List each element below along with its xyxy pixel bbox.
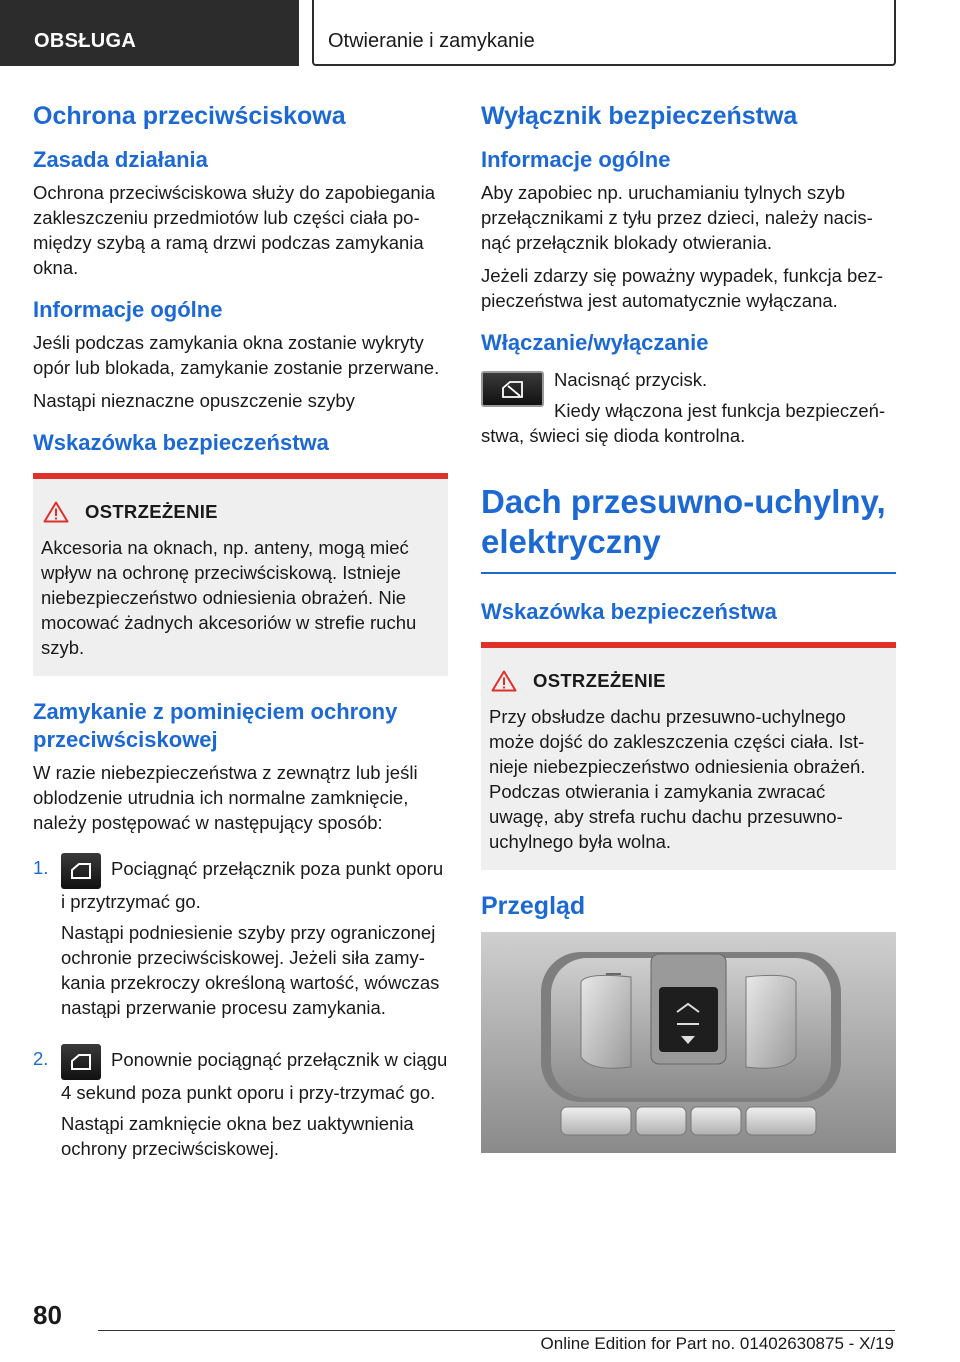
principle-heading: Zasada działania	[33, 147, 208, 172]
general-info-text-2: Jeżeli zdarzy się poważny wypadek, funkcja bez-pieczeństwa jest automatycznie wyłączana.	[481, 265, 884, 311]
warning-header	[491, 670, 888, 692]
overhead-console-photo	[481, 932, 896, 1153]
override-heading: Zamykanie z pominięciem ochrony przeciwściskowej	[33, 699, 398, 752]
header-chapter-label: Otwieranie i zamykanie	[328, 30, 535, 52]
sunroof-title: Dach przesuwno-uchylny, elektryczny	[481, 482, 896, 574]
header-section-tab	[0, 0, 299, 66]
footer-divider	[98, 1330, 895, 1331]
step-number: 2.	[33, 1048, 49, 1069]
override-text: W razie niebezpieczeństwa z zewnątrz lub jeśli oblodzenie utrudnia ich normalne zamknięcie, należy postępować w następujący sposób:	[33, 762, 418, 833]
warning-header	[43, 501, 440, 523]
anti-trap-title: Ochrona przeciwściskowa	[33, 102, 346, 130]
general-info-heading: Informacje ogólne	[33, 297, 223, 322]
warning-box	[33, 473, 448, 676]
step-text: Ponownie pociągnąć przełącznik w ciągu 4 sekund poza punkt oporu i przy-trzymać go.	[61, 1049, 448, 1103]
step-result: Nastąpi podniesienie szyby przy ograniczonej ochronie przeciwściskowej. Jeżeli siła zamy-kania przekroczy określoną wartość, wówczas nastąpi przerwanie procesu zamykania.	[61, 922, 440, 1018]
warning-label: OSTRZEŻENIE	[85, 501, 218, 522]
on-off-text-2a: Kiedy włączona jest funkcja bezpieczeń-	[554, 400, 886, 421]
safety-switch-row	[481, 367, 896, 423]
on-off-text-2b: stwa, świeci się dioda kontrolna.	[481, 425, 746, 446]
warning-box	[481, 642, 896, 870]
warning-triangle-icon	[43, 501, 69, 523]
on-off-heading: Włączanie/wyłączanie	[481, 330, 709, 355]
safety-switch-title: Wyłącznik bezpieczeństwa	[481, 102, 798, 130]
child-lock-switch-icon	[481, 371, 544, 407]
warning-triangle-icon	[491, 670, 517, 692]
general-info-text-1: Jeśli podczas zamykania okna zostanie wykryty opór lub blokada, zamykanie zostanie przerwane.	[33, 332, 440, 378]
principle-text: Ochrona przeciwściskowa służy do zapobiegania zakleszczeniu przedmiotów lub części ciała po-między szybą a ramą drzwi podczas zamykania okna.	[33, 182, 436, 278]
warning-text: Akcesoria na oknach, np. anteny, mogą mieć wpływ na ochronę przeciwściskową. Istnieje niebezpieczeństwo odniesienia obrażeń. Nie mocować żadnych akcesoriów w strefie ruchu szyb.	[41, 537, 417, 658]
safety-note-heading: Wskazówka bezpieczeństwa	[33, 430, 329, 455]
overview-heading: Przegląd	[481, 892, 586, 920]
window-switch-icon	[61, 1044, 101, 1080]
right-column	[481, 100, 896, 1153]
general-info-heading: Informacje ogólne	[481, 147, 671, 172]
step-result: Nastąpi zamknięcie okna bez uaktywnienia ochrony przeciwściskowej.	[61, 1113, 414, 1159]
general-info-text-2: Nastąpi nieznaczne opuszczenie szyby	[33, 390, 355, 411]
header-chapter-tab	[312, 0, 896, 66]
step-text: Pociągnąć przełącznik poza punkt oporu i przytrzymać go.	[61, 858, 444, 912]
warning-label: OSTRZEŻENIE	[533, 670, 666, 691]
step-item	[33, 1044, 448, 1169]
safety-note-heading: Wskazówka bezpieczeństwa	[481, 599, 777, 624]
header-section-label: OBSŁUGA	[34, 30, 137, 52]
step-number: 1.	[33, 857, 49, 878]
left-column	[33, 100, 448, 1177]
warning-text: Przy obsłudze dachu przesuwno-uchylnego może dojść do zakleszczenia części ciała. Ist-nieje niebezpieczeństwo odniesienia obrażeń. Podczas otwierania i zamykania zwracać uwagę, aby strefa ruchu dachu przesuwno-uchylnego była wolna.	[489, 706, 866, 852]
window-switch-icon	[61, 853, 101, 889]
page-number: 80	[33, 1300, 62, 1330]
on-off-text-1: Nacisnąć przycisk.	[554, 369, 708, 390]
general-info-text-1: Aby zapobiec np. uruchamianiu tylnych szyb przełącznikami z tyłu przez dzieci, należy nacis-nąć przełącznik blokady otwierania.	[481, 182, 873, 253]
footer-edition: Online Edition for Part no. 01402630875 - X/19	[540, 1334, 894, 1353]
step-item	[33, 853, 448, 1036]
